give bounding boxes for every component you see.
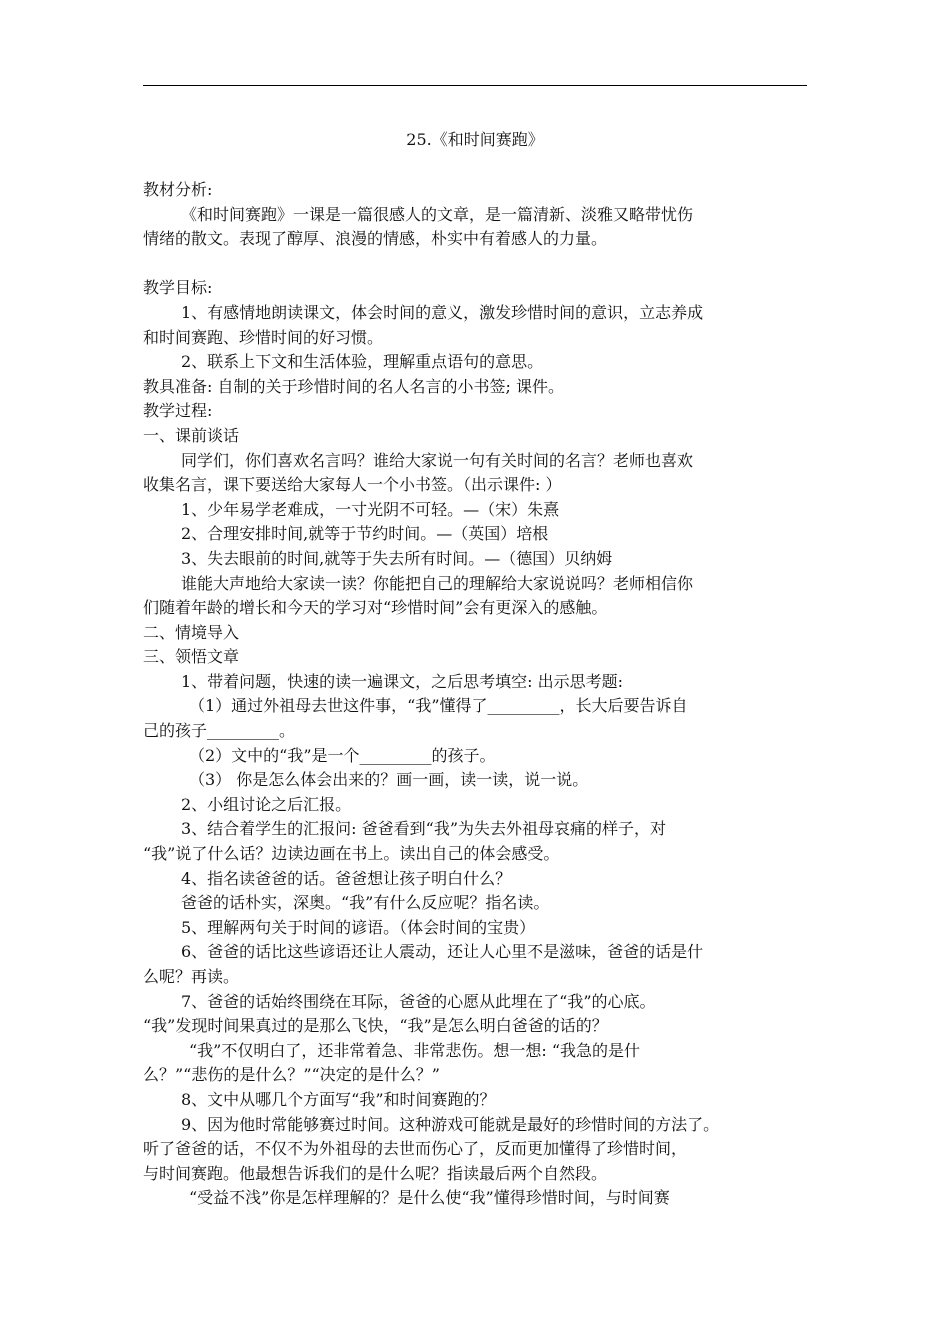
text-line: 爸爸的话朴实，深奥。“我”有什么反应呢？指名读。 [181, 893, 550, 913]
text-line: 三、领悟文章 [143, 647, 240, 667]
text-line: 《和时间赛跑》一课是一篇很感人的文章，是一篇清新、淡雅又略带忧伤 [181, 204, 694, 224]
text-line: 1、有感情地朗读课文，体会时间的意义，激发珍惜时间的意识，立志养成 [181, 302, 704, 322]
text-line: 2、小组讨论之后汇报。 [181, 794, 352, 814]
text-line: 8、文中从哪几个方面写“我”和时间赛跑的？ [181, 1089, 496, 1109]
text-line: 1、带着问题，快速的读一遍课文，之后思考填空: 出示思考题: [181, 671, 624, 691]
text-line: 教学目标: [143, 278, 213, 298]
text-line: 和时间赛跑、珍惜时间的好习惯。 [143, 327, 384, 347]
text-line: 3、结合着学生的汇报问: 爸爸看到“我”为失去外祖母哀痛的样子，对 [181, 819, 667, 839]
text-line: “我”发现时间果真过的是那么飞快，“我”是怎么明白爸爸的话的？ [143, 1016, 608, 1036]
text-line: 教具准备: 自制的关于珍惜时间的名人名言的小书签; 课件。 [143, 376, 564, 396]
text-line: 收集名言，课下要送给大家每人一个小书签。（出示课件: ） [143, 475, 562, 495]
page-title: 25.《和时间赛跑》 [406, 130, 544, 149]
text-line: 己的孩子_________。 [143, 721, 296, 741]
text-line: 1、少年易学老难成，一寸光阴不可轻。—（宋）朱熹 [181, 499, 560, 519]
text-line: 们随着年龄的增长和今天的学习对“珍惜时间”会有更深入的感触。 [143, 598, 608, 618]
text-line: 教学过程: [143, 401, 213, 421]
header-rule [143, 85, 807, 86]
text-line: “受益不浅”你是怎样理解的？是什么使“我”懂得珍惜时间，与时间赛 [189, 1188, 670, 1208]
text-line: 4、指名读爸爸的话。爸爸想让孩子明白什么？ [181, 868, 512, 888]
text-line: 谁能大声地给大家读一读？你能把自己的理解给大家说说吗？老师相信你 [181, 573, 694, 593]
text-line: （2）文中的“我”是一个_________的孩子。 [189, 745, 496, 765]
text-line: 么呢？再读。 [143, 967, 240, 986]
text-line: 9、因为他时常能够赛过时间。这种游戏可能就是最好的珍惜时间的方法了。 [181, 1114, 720, 1134]
text-line: “我”不仅明白了，还非常着急、非常悲伤。想一想: “我急的是什 [189, 1040, 641, 1060]
text-line: （3） 你是怎么体会出来的？画一画，读一读，说一说。 [189, 770, 589, 790]
text-line: 情绪的散文。表现了醇厚、浪漫的情感，朴实中有着感人的力量。 [143, 229, 608, 249]
text-line: 与时间赛跑。他最想告诉我们的是什么呢？指读最后两个自然段。 [143, 1163, 608, 1183]
text-line: 么？”“悲伤的是什么？”“决定的是什么？” [143, 1065, 440, 1085]
text-line: 一、课前谈话 [143, 425, 240, 445]
text-line: 6、爸爸的话比这些谚语还让人震动，还让人心里不是滋味，爸爸的话是什 [181, 942, 704, 962]
text-line: 二、情境导入 [143, 622, 240, 642]
text-line: 同学们，你们喜欢名言吗？谁给大家说一句有关时间的名言？老师也喜欢 [181, 450, 694, 470]
text-line: “我”说了什么话？边读边画在书上。读出自己的体会感受。 [143, 844, 560, 864]
text-line: （1）通过外祖母去世这件事，“我”懂得了_________，长大后要告诉自 [189, 696, 688, 716]
blank-line [143, 252, 815, 277]
document-body [143, 178, 815, 1211]
text-line: 2、联系上下文和生活体验，理解重点语句的意思。 [181, 352, 544, 372]
text-line: 5、理解两句关于时间的谚语。（体会时间的宝贵） [181, 917, 536, 937]
text-line: 教材分析: [143, 180, 213, 199]
text-line: 2、合理安排时间,就等于节约时间。—（英国）培根 [181, 524, 549, 544]
text-line: 7、爸爸的话始终围绕在耳际，爸爸的心愿从此埋在了“我”的心底。 [181, 991, 656, 1011]
text-line: 听了爸爸的话，不仅不为外祖母的去世而伤心了，反而更加懂得了珍惜时间， [143, 1139, 688, 1159]
text-line: 3、失去眼前的时间,就等于失去所有时间。—（德国）贝纳姆 [181, 548, 613, 568]
